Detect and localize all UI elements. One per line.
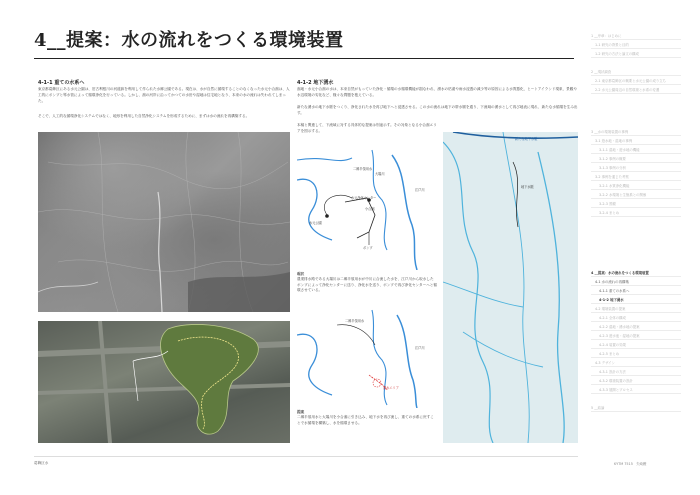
toc-item[interactable]: 4-3-2 環境装置の設計 [599,379,633,383]
toc-item[interactable]: 1-1 研究の背景と目的 [595,43,629,47]
toc-item[interactable]: 3-1-2 事例の概要 [599,157,626,161]
diagram-1-caption: 農業排水路である大場川は二郷半領用水が中川に合流した水を、江戸川から取水したポンプによって浄化センターに送り、浄化水を送り、ポンプで再び浄化センターへと循環させている。 [297,277,437,292]
label-pump-station: 水元浄化センター [351,196,377,200]
toc-item[interactable]: 5 __結論 [591,406,605,410]
toc-item[interactable]: 3 __水の環境装置の事例 [591,130,629,134]
title-rule [34,58,574,59]
toc-item[interactable]: 3-1-1 湿地・遊水地の機能 [599,148,640,152]
toc-item-current-chapter[interactable]: 4 __提案：水の流れをつくる環境装置 [591,271,649,275]
map-label-2: 地下水脈 [521,185,534,189]
satellite-photo [38,321,290,443]
toc-item[interactable]: 2-1 東京都葛飾区の概要と水元公園の成り立ち [595,79,667,83]
toc-item-current-section[interactable]: 4-1-2 地下湧水 [599,298,624,302]
label-center: 水元公園 [309,221,322,225]
toc-item[interactable]: 4-2 環境装置の提案 [595,307,626,311]
toc-item[interactable]: 4-1-1 重ての水系へ [599,289,630,293]
label-pump: ポンプ [363,246,373,250]
toc-item[interactable]: 4-2-1 全体の構成 [599,316,626,320]
toc-item[interactable]: 3-1-3 事例の分析 [599,166,626,170]
map-label-1: 新たな地下水脈 [515,137,538,141]
waterway-map [443,132,578,443]
label-yamato: 大場川 [375,172,385,176]
toc-item[interactable]: 2-2 水元公園周辺の自然環境と水系の変遷 [595,88,660,92]
label-nigou-2: 二郷半領用水 [345,319,365,323]
label-edogawa: 江戸川 [415,188,425,192]
label-nigou: 二郷半領用水 [353,167,373,171]
diagram-current [297,140,437,270]
toc-item[interactable]: 3-2-2 水環境と生態系との関係 [599,193,647,197]
middle-paragraph-2: 新たな湧水の地下水脈をつくり、浄化された水を再び地下へと浸透させる。この水の流れは地下の帯水層を通り、下流域の湧水として再び地表に現れ、新たな水循環を生み出す。 [297,105,578,115]
toc-item[interactable]: 1-2 研究の方法と論文の構成 [595,52,639,56]
footer-rule [34,456,578,457]
toc-item[interactable]: 3-2 事例を通じた考察 [595,175,629,179]
toc-item[interactable]: 4-2-3 遊水池・湿地の提案 [599,334,640,338]
middle-paragraph-3: 本稿と関連して、下流域に対する具体的な提案は別途示す。その対象となる小合溜エリアを図示する。 [297,123,437,133]
diagram-proposal [297,305,437,408]
toc-item[interactable]: 4-1 水の流れの再構築 [595,280,629,284]
toc-item[interactable]: 3-2-4 まとめ [599,211,620,215]
footer-right: KYTM 7515 矢崎瞭 [614,462,647,466]
middle-heading: 4-1-2 地下湧水 [297,80,334,86]
toc-item[interactable]: 2 __現状調査 [591,70,612,74]
middle-paragraph-1: 溜地・水元小合溜の水は、本来自然がもっていた浄化・循環の水循環機能が損なわれ、湧水の枯渇や雨水浸透の減少等の原因による水質悪化、ヒートアイランド現象、景観や水辺環境の劣化など、様々な問題を抱えている。 [297,87,577,97]
page-title: 4__提案：水の流れをつくる環境装置 [34,30,344,51]
toc-item[interactable]: 3-1 遊水地・湿地の事例 [595,139,633,143]
toc-item[interactable]: 1 __序章：はじめに [591,34,622,38]
toc-item[interactable]: 4-2-2 湿地・湧水地の提案 [599,325,640,329]
left-paragraph-2: そこで、人工的な循環浄化システムではなく、地形を利用した自然浄化システムを形成するために、まずは水の流れを再構築する。 [38,114,250,118]
footer-left: 葛飾区水 [34,461,49,465]
label-ko-ai: 小合溜 [365,207,375,211]
toc-item[interactable]: 4-3-3 展開とプロセス [599,388,633,392]
toc-item[interactable]: 3-2-1 水質浄化機能 [599,184,630,188]
diagram-2-caption-label: 提案 [297,410,305,414]
left-paragraph-1: 東京都葛飾区にある水元公園は、旧古利根川の河道跡を利用して作られた水郷公園である。現在は、水が自然に循環することのなくなった水元小合溜は、人工的にポンプと導水管によって循環浄化を行っている。しかし、溜の河岸に沿ってかつての水田や湿地は住宅地となり、本来の水の流れは失われてしまった。 [38,87,290,103]
diagram-2-caption: 二郷半領用水と大場川を小合溜に引き込み、地下水を再び流し、重ての水系に戻すことで水循環を構築し、水を循環させる。 [297,415,434,425]
toc-item[interactable]: 4-2-4 装置の効果 [599,343,626,347]
toc-item[interactable]: 4-2-5 まとめ [599,352,620,356]
left-heading: 4-1-1 重ての水系へ [38,80,85,86]
toc-item[interactable]: 3-2-3 景観 [599,202,616,206]
aerial-map-photo [38,132,290,312]
toc-item[interactable]: 4-3 デザイン [595,361,615,365]
label-edogawa-2: 江戸川 [415,346,425,350]
diagram-1-caption-label: 現状 [297,272,305,276]
label-new-area: 湧水エリア [383,386,399,390]
toc-item[interactable]: 4-3-1 設計の方法 [599,370,626,374]
